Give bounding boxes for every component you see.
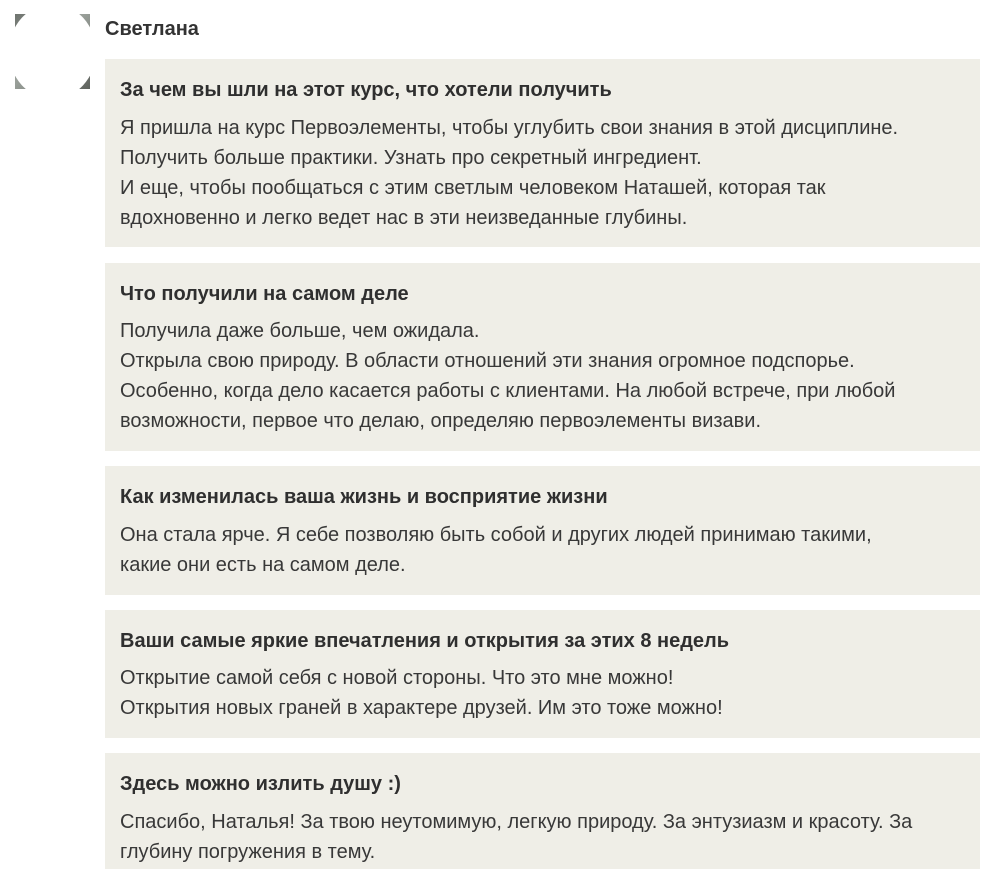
answer-line: Получила даже больше, чем ожидала.: [120, 320, 480, 342]
answer-line: Она стала ярче. Я себе позволяю быть собой и других людей принимаю такими,: [120, 524, 872, 546]
card-question: За чем вы шли на этот курс, что хотели получить: [120, 79, 612, 101]
card-question: Здесь можно излить душу :): [120, 773, 401, 795]
avatar-mask: [15, 14, 90, 89]
card-question: Что получили на самом деле: [120, 283, 409, 305]
review-card: [105, 610, 980, 738]
answer-line: Открыла свою природу. В области отношений эти знания огромное подспорье.: [120, 350, 855, 372]
answer-line: возможности, первое что делаю, определяю первоэлементы визави.: [120, 410, 762, 432]
answer-line: глубину погружения в тему.: [120, 841, 376, 863]
review-card: [105, 59, 980, 247]
answer-line: Спасибо, Наталья! За твою неутомимую, легкую природу. За энтузиазм и красоту. За: [120, 811, 913, 833]
answer-line: И еще, чтобы пообщаться с этим светлым человеком Наташей, которая так: [120, 177, 826, 199]
card-answer: [120, 663, 970, 723]
answer-line: Открытие самой себя с новой стороны. Что это мне можно!: [120, 667, 674, 689]
review-card: [105, 753, 980, 869]
card-answer: [120, 520, 970, 580]
card-question: Ваши самые яркие впечатления и открытия за этих 8 недель: [120, 630, 730, 652]
review-card: [105, 466, 980, 595]
card-question: Как изменилась ваша жизнь и восприятие жизни: [120, 486, 608, 508]
answer-line: Я пришла на курс Первоэлементы, чтобы углубить свои знания в этой дисциплине.: [120, 117, 899, 139]
answer-line: Открытия новых граней в характере друзей. Им это тоже можно!: [120, 697, 723, 719]
review-card: [105, 263, 980, 451]
answer-line: Получить больше практики. Узнать про секретный ингредиент.: [120, 147, 702, 169]
answer-line: Особенно, когда дело касается работы с клиентами. На любой встрече, при любой: [120, 380, 896, 402]
answer-line: вдохновенно и легко ведет нас в эти неизведанные глубины.: [120, 207, 688, 229]
card-answer: [120, 316, 970, 436]
answer-line: какие они есть на самом деле.: [120, 554, 406, 576]
card-answer: [120, 807, 970, 867]
author-name: Светлана: [105, 18, 199, 40]
card-answer: [120, 113, 970, 233]
avatar[interactable]: [15, 14, 90, 89]
